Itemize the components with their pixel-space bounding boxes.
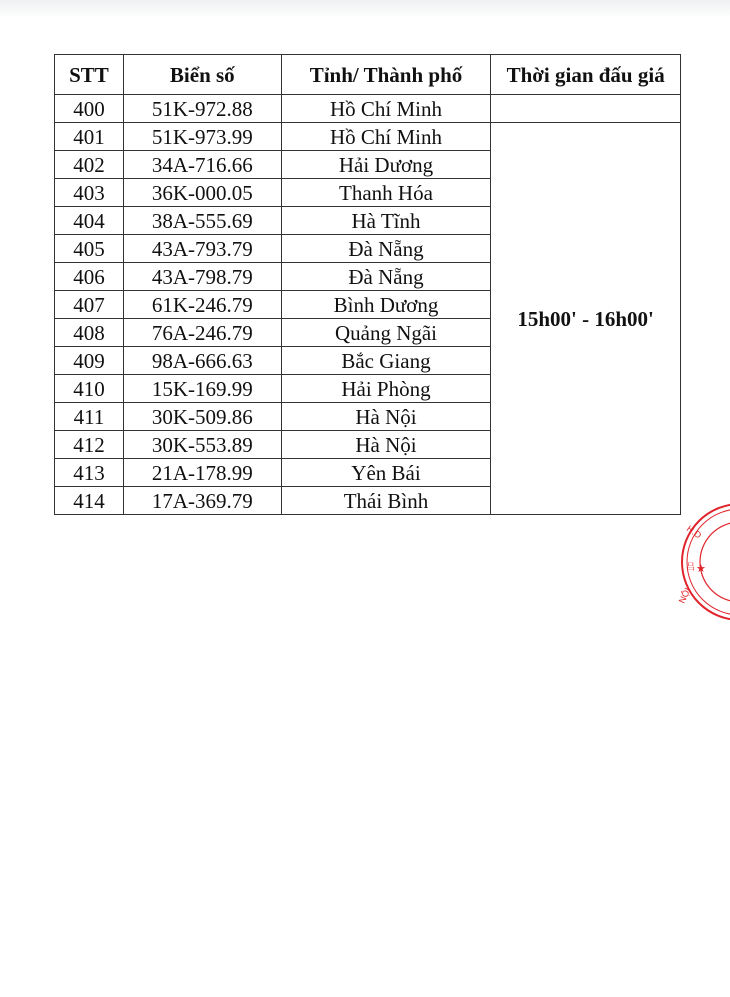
stt-cell: 410 xyxy=(55,375,124,403)
stt-cell: 411 xyxy=(55,403,124,431)
province-cell: Hồ Chí Minh xyxy=(281,123,491,151)
red-seal-stamp xyxy=(660,500,730,620)
table-row xyxy=(55,95,681,123)
plate-cell: 43A-798.79 xyxy=(123,263,281,291)
plate-cell: 76A-246.79 xyxy=(123,319,281,347)
plate-cell: 98A-666.63 xyxy=(123,347,281,375)
plate-cell: 17A-369.79 xyxy=(123,487,281,515)
time-cell-empty xyxy=(491,95,681,123)
plate-cell: 61K-246.79 xyxy=(123,291,281,319)
header-plate: Biển số xyxy=(123,55,281,95)
province-cell: Thái Bình xyxy=(281,487,491,515)
plate-cell: 36K-000.05 xyxy=(123,179,281,207)
svg-text:H.D: H.D xyxy=(684,523,704,541)
auction-time-slot: 15h00' - 16h00' xyxy=(491,123,681,515)
stt-cell: 413 xyxy=(55,459,124,487)
scan-edge xyxy=(0,0,730,18)
header-stt: STT xyxy=(55,55,124,95)
stt-cell: 409 xyxy=(55,347,124,375)
province-cell: Hải Dương xyxy=(281,151,491,179)
plate-cell: 15K-169.99 xyxy=(123,375,281,403)
plate-cell: 30K-553.89 xyxy=(123,431,281,459)
plate-cell: 43A-793.79 xyxy=(123,235,281,263)
plate-cell: 21A-178.99 xyxy=(123,459,281,487)
table-row xyxy=(55,123,681,151)
plate-cell: 30K-509.86 xyxy=(123,403,281,431)
stt-cell: 407 xyxy=(55,291,124,319)
province-cell: Hà Tĩnh xyxy=(281,207,491,235)
plate-cell: 34A-716.66 xyxy=(123,151,281,179)
header-province: Tỉnh/ Thành phố xyxy=(281,55,491,95)
province-cell: Hồ Chí Minh xyxy=(281,95,491,123)
stt-cell: 405 xyxy=(55,235,124,263)
svg-text:NỘI: NỘI xyxy=(676,586,693,605)
province-cell: Bắc Giang xyxy=(281,347,491,375)
province-cell: Yên Bái xyxy=(281,459,491,487)
stt-cell: 403 xyxy=(55,179,124,207)
province-cell: Hải Phòng xyxy=(281,375,491,403)
province-cell: Quảng Ngãi xyxy=(281,319,491,347)
stt-cell: 404 xyxy=(55,207,124,235)
province-cell: Thanh Hóa xyxy=(281,179,491,207)
plate-cell: 51K-972.88 xyxy=(123,95,281,123)
header-auction-time: Thời gian đấu giá xyxy=(491,55,681,95)
province-cell: Đà Nẵng xyxy=(281,235,491,263)
svg-text:吕: 吕 xyxy=(686,562,696,572)
stt-cell: 412 xyxy=(55,431,124,459)
province-cell: Hà Nội xyxy=(281,431,491,459)
plate-cell: 51K-973.99 xyxy=(123,123,281,151)
stt-cell: 400 xyxy=(55,95,124,123)
stt-cell: 402 xyxy=(55,151,124,179)
license-plate-auction-table xyxy=(54,54,681,515)
stt-cell: 408 xyxy=(55,319,124,347)
province-cell: Đà Nẵng xyxy=(281,263,491,291)
province-cell: Bình Dương xyxy=(281,291,491,319)
stt-cell: 401 xyxy=(55,123,124,151)
stt-cell: 414 xyxy=(55,487,124,515)
table-header-row xyxy=(55,55,681,95)
svg-text:★: ★ xyxy=(696,563,706,575)
plate-cell: 38A-555.69 xyxy=(123,207,281,235)
stt-cell: 406 xyxy=(55,263,124,291)
province-cell: Hà Nội xyxy=(281,403,491,431)
